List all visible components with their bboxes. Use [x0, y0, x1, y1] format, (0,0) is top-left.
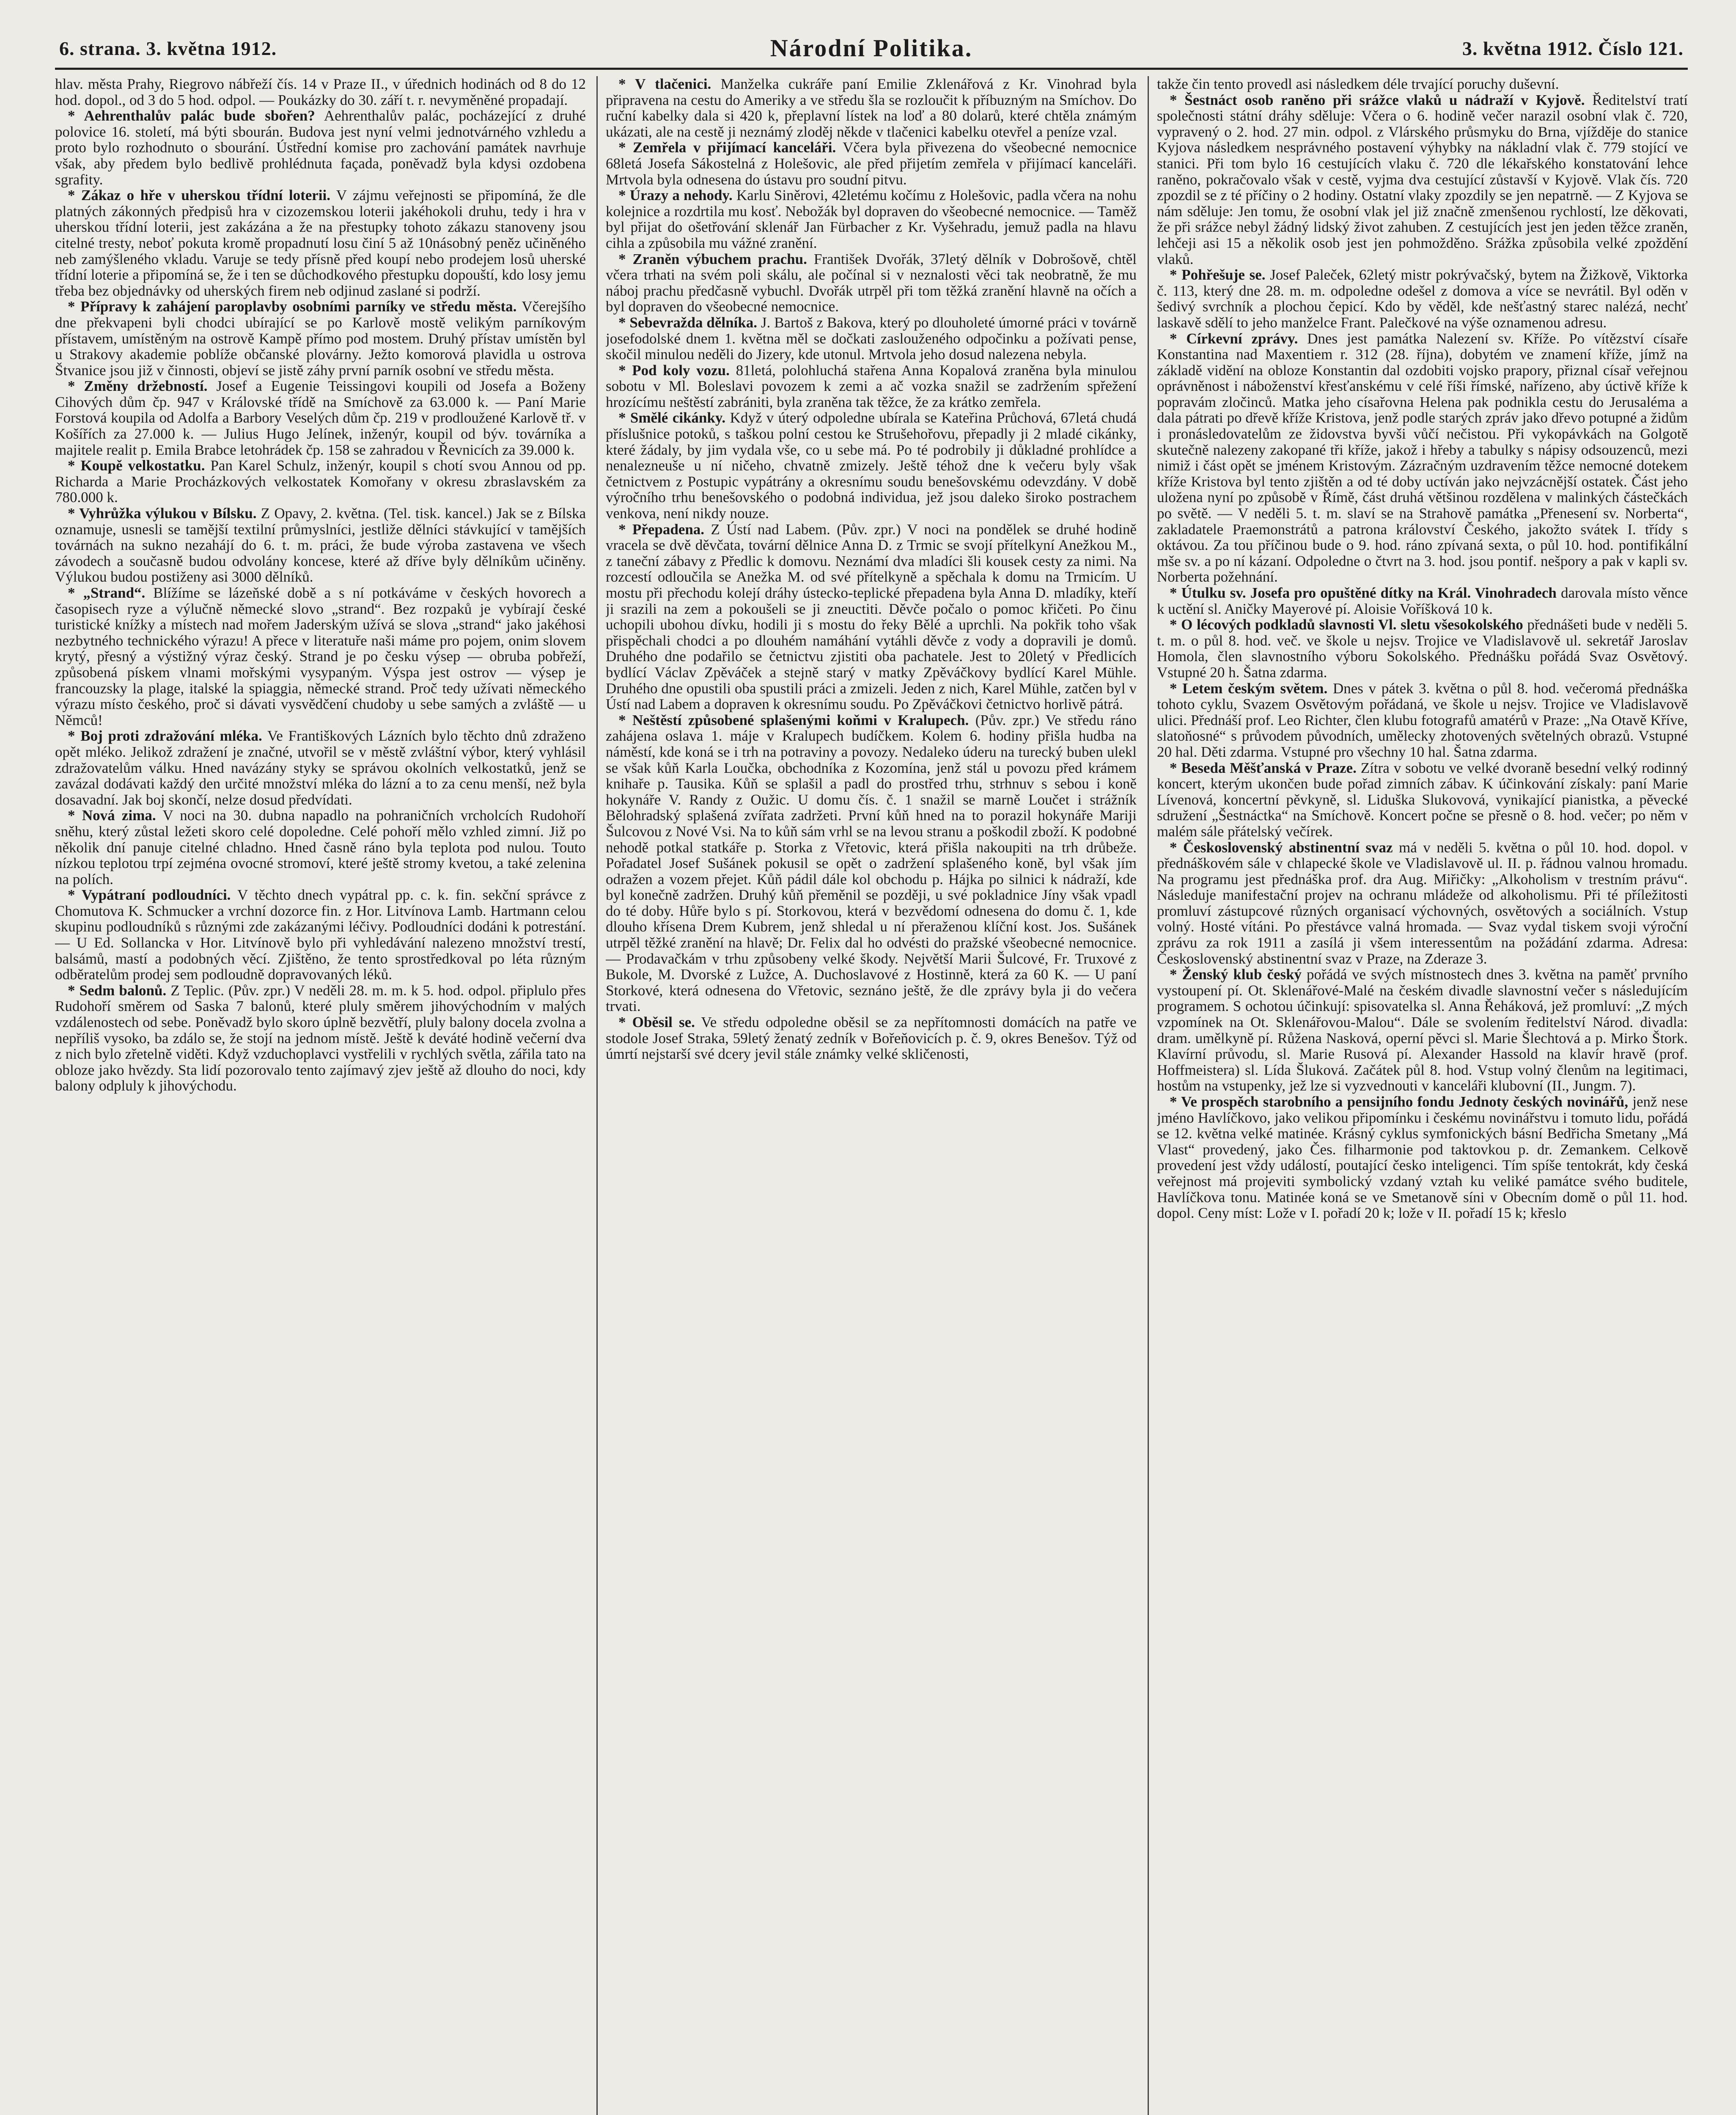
article — [55, 187, 586, 299]
article — [1157, 681, 1688, 760]
article-text: jenž nese jméno Havlíčkovo, jako velikou připomínku i českému novinářstvu i tomuto lidu, pořádá se 12. května velké matinée. Krásný cyklus symfonických básní Bedřicha Smetany „Má Vlast“ provedený, jako Čes. filharmonie pod taktovkou p. dr. Zemankem. Celkově provedení jest vždy událostí, poutající česko inteligenci. Tím spíše tentokrát, kdy česká veřejnost má projeviti symbolický vzdaný vztah ku veliké památce svého buditele, Havlíčkova tonu. Matinée koná se ve Smetanově síni v Obecním domě o půl 11. hod. dopol. Ceny míst: Lože v I. pořadí 20 k; lože v II. pořadí 15 k; křeslo — [1157, 1093, 1688, 1222]
article-headline: * Pohřešuje se. — [1170, 266, 1266, 283]
article-headline: * Zemřela v přijímací kanceláři. — [618, 139, 836, 156]
article — [606, 522, 1137, 712]
article-text: Pan Karel Schulz, inženýr, koupil s chotí svou Annou od pp. Richarda a Marie Procházkových velkostatek Komořany v okresu zbraslavském za 780.000 k. — [55, 457, 586, 506]
article-text: má v neděli 5. května o půl 10. hod. dopol. v přednáškovém sále v chlapecké škole ve Vladislavově ul. II. p. řádnou valnou hromadu. Na programu jest přednáška prof. dra Aug. Miřičky: „Alkoholism v trestním právu“. Následuje manifestační projev na ochranu mládeže od alkoholismu. Při té příležitosti promluví zástupcové různých organisací výchovných, osvětových a sociálních. Vstup volný. Hosté vítáni. Po přestávce valná hromada. — Svaz vydal tiskem svoji výroční zprávu za rok 1911 a zasílá ji všem interessentům na požádání zdarma. Adresa: Československý abstinentní svaz v Praze, na Zderaze 3. — [1157, 839, 1688, 967]
article-text: Včera byla přivezena do všeobecné nemocnice 68letá Josefa Sákostelná z Holešovic, ale před přijetím zemřela v přijímací kanceláři. Mrtvola byla odnesena do ústavu pro soudní pitvu. — [606, 139, 1137, 188]
article-text: J. Bartoš z Bakova, který po dlouholeté úmorné práci v továrně josefodolské dnem 1. května měl se dočkati zaslouženého odpočinku a požívati pense, skočil minulou neděli do Jizery, kde utonul. Mrtvola jeho dosud nalezena nebyla. — [606, 314, 1137, 363]
article-text: Zítra v sobotu ve velké dvoraně besední velký rodinný koncert, kterým ukončen bude pořad zimních zábav. K účinkování získaly: paní Marie Lívenová, koncertní pěvkyně, sl. Liduška Slukovová, vynikající pianistka, a pěvecké sdružení „Šestnáctka“ na Smíchově. Koncert počne se přesně o 8. hod. večer; po něm v malém sále přátelský večírek. — [1157, 759, 1688, 840]
article-text: Ve Františkových Lázních bylo těchto dnů zdraženo opět mléko. Jelikož zdražení je značné, utvořil se v městě zvláštní výbor, který vyhlásil zdražovatelům válku. Hned navázány styky se správou okolních velkostatků, jenž se zavázal dodávati každý den určité množství mléka do lázní a to za cenu menší, než byla dosavadní. Jak boj skončí, nelze dosud předvídati. — [55, 728, 586, 808]
article-text: Včerejšího dne překvapeni byli chodci ubírající se po Karlově mostě velikým parníkovým přístavem, umístěným na ostrově Kampě přímo pod mostem. Druhý přístav umístěn byl u Strakovy akademie poblíže občanské plovárny. Ježto komorová plavidla u ostrova Štvanice jsou již v činnosti, objeví se jistě záhy první parník osobní ve středu města. — [55, 298, 586, 379]
article — [606, 712, 1137, 1014]
article-text: Ředitelství tratí společnosti státní dráhy sděluje: Včera o 6. hodině večer narazil osobní vlak č. 720, vypravený o 2. hod. 27 min. odpol. z Vlárského průsmyku do Brna, vjížděje do stanice Kyjova následkem nesprávného postavení výhybky na nákladní vlak č. 779 stojící ve stanici. Při tom bylo 16 cestujících vlaku č. 720 dle lékařského konstatování lehce raněno, pokračovalo však v cestě, vyjma dva cestující zůstavší v Kyjově. Vlak čís. 720 zpozdil se z té příčiny o 2 hodiny. Ostatní vlaky zpozdily se jen nepatrně. — Z Kyjova se nám sděluje: Jen tomu, že osobní vlak jel již značně zmenšenou rychlostí, lze děkovati, že při srážce nebyl žádný lidský život zahuben. Z cestujících jest jen jeden těžce zraněn, lehčeji asi 15 a několik osob jest jen pohmožděno. Srážka způsobila velké zpoždění vlaků. — [1157, 91, 1688, 267]
article-headline: * Zákaz o hře v uherskou třídní loterii. — [68, 187, 330, 204]
article-headline: * Smělé cikánky. — [618, 409, 726, 426]
article-text: V zájmu veřejnosti se připomíná, že dle platných zákonných předpisů hra v cizozemskou loterii jakéhokoli druhu, tedy i hra v uherskou třídní loterii, jest zakázána a že na přestupky tohoto zákazu stanoveny jsou citelné tresty, neboť pokuta kromě propadnutí losu činí 5 až 10násobný peněz učiněného neb zamýšleného vkladu. Varuje se tedy přísně před koupí nebo prodejem losů uherské třídní loterie a připomíná se, že i ten se důchodkového přestupku dopouští, kdo losy jemu třeba bez objednávky od uherských firem neb odjinud zaslané si podrží. — [55, 187, 586, 299]
article-headline: * Vypátraní podloudníci. — [68, 887, 231, 904]
article-headline: * V tlačenici. — [618, 76, 711, 92]
article — [1157, 1094, 1688, 1221]
article-text: Ve středu odpoledne oběsil se za nepřítomnosti domácích na patře ve stodole Josef Straka, 59letý ženatý zedník v Bořeňovicích p. č. 9, okres Benešov. Týž od úmrtí nejstarší své dcery jevil stále známky velké skličenosti, — [606, 1014, 1137, 1063]
article — [55, 108, 586, 187]
article-text: Aehrenthalův palác, pocházející z druhé polovice 16. století, má býti sbourán. Budova jest nyní velmi jednotvárného vzhledu a proto bylo rozhodnuto o sbourání. Ústřední komise pro zachování památek navrhuje však, aby předem bylo bedlivě prohlédnuta façada, poněvadž byla kdysi ozdobena sgrafity. — [55, 107, 586, 188]
article-headline: * Vyhrůžka výlukou v Bílsku. — [68, 505, 257, 522]
article-text: Manželka cukráře paní Emilie Zklenářová z Kr. Vinohrad byla připravena na cestu do Ameriky a ve středu šla se rozloučit k příbuzným na Smíchov. Do ruční kabelky dala si 420 k, přeplavní lístek na loď a 80 dolarů, které chtěla známým ukázati, ale na cestě ji neznámý zloděj někde v tlačenici kabelku otevřel a peníze vzal. — [606, 76, 1137, 140]
page-header — [55, 30, 1688, 70]
article — [55, 299, 586, 378]
article — [55, 728, 586, 808]
article — [1157, 267, 1688, 330]
article-text: Z Ústí nad Labem. (Pův. zpr.) V noci na pondělek se druhé hodině vracela se dvě děvčata, tovární dělnice Anna D. z Trmic se svojí přítelkyní Anežkou M., z taneční zábavy z Předlic k domovu. Neznámí dva mladíci šli kousek cesty za nimi. Na rozcestí odloučila se Anežka M. od své přítelkyně a spěchala k domu na Trmicím. U mostu při přechodu kolejí dráhy ústecko-teplické přepadena byla Anna D. mladíky, kteří ji srazili na zem a pokoušeli se ji zneuctiti. Děvče počalo o pomoc křičeti. Po činu uchopili ubohou dívku, hodili ji s mostu do řeky Bělé a uprchli. Na pokřik toho však přispěchali chodci a po dlouhém namáhání vytáhli děvče z vody a dopravili je domů. Druhého dne podařilo se četnictvu zjistiti oba pachatele. Jest to 20letý v Předlicích bydlící Václav Zpěváček a stejně starý v matky Zpěváčkovy bydlící Karel Mühle. Druhého dne opustili oba spustili práci a zmizeli. Jeden z nich, Karel Mühle, zatčen byl v Ústí nad Labem a dopraven k okresnímu soudu. Po Zpěváčkovi četnictvo horlivě pátrá. — [606, 521, 1137, 713]
article-text: Dnes v pátek 3. května o půl 8. hod. večeromá přednáška tohoto cyklu, Svazem Osvětovým pořádaná, ve škole u nejsv. Trojice ve Vladislavově ulici. Přednáší prof. Leo Richter, člen klubu fotografů amatérů v Praze: „Na Otavě Kříve, slatoňosné“ s průvodem původních, umělecky zhotovených světelných obrazů. Vstupné 20 hal. Děti zdarma. Vstupné pro všechny 10 hal. Šatna zdarma. — [1157, 680, 1688, 760]
article-headline: * Sedm balonů. — [68, 982, 167, 999]
article-headline: * Změny držebností. — [68, 378, 208, 395]
article — [606, 410, 1137, 521]
article-text: (Pův. zpr.) Ve středu ráno zahájena oslava 1. máje v Kralupech budíčkem. Kolem 6. hodiny přišla hudba na náměstí, kde koná se i trh na potraviny a povozy. Nedaleko úderu na turecký buben ulekl se však kůň Karla Loučka, obchodníka z Kozomína, jenž stál u povozu před krámem knihaře p. Tausika. Kůň se splašil a padl do prostřed trhu, strhnuv s sebou i koně hokynáře V. Randy z Oužic. U domu čís. č. 1 snažil se marně Loučet i strážník Bělohradský splašená zvířata zadržeti. První kůň hned na to porazil hokynáře Mariji Šulcovou z Nové Vsi. Na to kůň sám vrhl se na levou stranu a poškodil zboží. K podobné nehodě potkal statkáře p. Storka z Vřetovic, která přišla nakoupiti na trh drůbeže. Pořadatel Josef Sušánek pokusil se opět o zadržení splašeného koně, byl však jím odražen a vozem přejet. Kůň pádil dále kol obchodu p. Hájka po silnici k nádraží, kde byl konečně zadržen. Druhý kůň přeměnil se později, u své pokladnice Jíny však vpadl do té doby. Hůře bylo s pí. Storkovou, která v bezvědomí odnesena do domu č. 1, kde dlouho křísena Drem Kubrem, jenž shledal u ní přeraženou klíční kost. Jos. Sušánek utrpěl těžké zranění na hlavě; Dr. Felix dal ho odvésti do pražské všeobecné nemocnice. — Prodavačkám v trhu způsobeny velké škody. Největší Marii Šulcové, Fr. Truxové z Bukole, M. Dvorské z Lužce, A. Duchoslavové z Hostinně, která za 60 K. — U paní Storkové, která odnesena do Vřetovic, seznáno ještě, že dle zprávy byla ji do večera trvati. — [606, 711, 1137, 1015]
article — [606, 363, 1137, 410]
article — [55, 76, 586, 108]
article — [55, 983, 586, 1094]
article — [606, 140, 1137, 187]
header-date-issue: 3. května 1912. Číslo 121. — [1462, 38, 1684, 59]
article — [1157, 331, 1688, 585]
article-headline: * O lécových podkladů slavnosti Vl. sletu všesokolského — [1170, 616, 1523, 633]
column-3 — [1157, 76, 1688, 2115]
article-text: V těchto dnech vypátral pp. c. k. fin. sekční správce z Chomutova K. Schmucker a vrchní dozorce fin. z Hor. Litvínova Lamb. Hartmann celou skupinu podloudníků s různými zde zakázanými léčivy. Podloudníci dodáni k potrestání. — U Ed. Sollancka v Hor. Litvínově bylo při vyhledávání nalezeno množství trestí, balsámů, mastí a podobných věcí. Zjištěno, že tento sprostředkoval po léta různým odběratelům prodej sem podloudně dopravovaných léků. — [55, 887, 586, 983]
article — [1157, 585, 1688, 617]
article-text: takže čin tento provedl asi následkem déle trvající poruchy duševní. — [1157, 76, 1559, 92]
article-text: František Dvořák, 37letý dělník v Dobrošově, chtěl včera trhati na svém poli skálu, ale počínal si v neznalosti věci tak neobratně, že mu náboj prachu předčasně vybuchl. Dvořák utrpěl při tom těžká zranění hlavně na očích a byl dopraven do všeobecné nemocnice. — [606, 250, 1137, 315]
article-text: přednášeti bude v neděli 5. t. m. o půl 8. hod. več. ve škole u nejsv. Trojice ve Vladislavově ul. sekretář Jaroslav Homola, člen slavnostního výboru Sokolského. Přednášku pořádá Svaz Osvětový. Vstupné 20 h. Šatna zdarma. — [1157, 616, 1688, 681]
article — [1157, 967, 1688, 1094]
article — [1157, 76, 1688, 92]
article-headline: * Přepadena. — [618, 521, 705, 538]
columns — [55, 76, 1688, 2115]
article-headline: * Oběsil se. — [618, 1014, 695, 1031]
article-headline: * Ženský klub český — [1170, 966, 1302, 983]
article-headline: * Aehrenthalův palác bude sbořen? — [68, 107, 315, 124]
article — [606, 76, 1137, 140]
article — [55, 458, 586, 505]
article-headline: * Československý abstinentní svaz — [1170, 839, 1393, 856]
article-headline: * Přípravy k zahájení paroplavby osobními parníky ve středu města. — [68, 298, 517, 315]
article-headline: * Koupě velkostatku. — [68, 457, 205, 474]
article-text: Dnes jest památka Nalezení sv. Kříže. Po vítězství císaře Konstantina nad Maxentiem r. 312 (28. října), dobytém ve znamení kříže, jímž na základě vidění na obloze Konstantin dal ozdobiti vojsko prapory, přiznal císař veřejnou oprávněnost i náboženství křesťanskému v celé říši římské, nařízeno, aby úctivě kříže k popravám zločinců. Matka jeho císařovna Helena pak podnikla cestu do Jerusaléma a dala pátrati po dřevě kříže Kristova, jenž podle starých zpráv jako dřevo potupné a židům i pronásledovatelům ze židovstva byvši vůčí nečistou. Při vykopávkách na Golgotě skutečně nalezeny zakopané tři kříže, jakož i hřeby a tabulky s nápisy odsouzenců, mezi nimiž i část opět se jménem Kristovým. Zázračným uzdravením těžce nemocné dotekem kříže Kristova byl tento zjištěn a od té doby uctíván jako nejvzácnější ostatek. Část jeho uložena nyní po způsobě v Římě, část druhá většinou rozdělena v malinkých částečkách po světě. — V neděli 5. t. m. slaví se na Strahově památka „Přenesení sv. Norberta“, zakladatele Praemonstrátů a patrona království Českého, jakožto svátek I. třídy s oktávou. Za tou příčinou bude o 9. hod. ráno zpívaná sexta, o půl 10. hod. pontifikální mše sv. a po ní kázaní. Odpoledne o čtvrt na 3. hod. jsou pontif. nešpory a pak v kapli sv. Norberta požehnání. — [1157, 330, 1688, 585]
article — [1157, 840, 1688, 967]
article — [55, 378, 586, 458]
article-headline: * Sebevražda dělníka. — [618, 314, 757, 331]
article-headline: * Úrazy a nehody. — [618, 187, 733, 204]
article — [55, 585, 586, 728]
article-text: 81letá, polohluchá stařena Anna Kopalová zraněna byla minulou sobotu v Ml. Boleslavi povozem k zemi a ač vozka snažil se zadržením spřežení hrozícímu neštěstí zabrániti, byla zraněna tak těžce, že za krátko zemřela. — [606, 362, 1137, 410]
article-text: hlav. města Prahy, Riegrovo nábřeží čís. 14 v Praze II., v úřednich hodinách od 8 do 12 hod. dopol., od 3 do 5 hod. odpol. — Poukázky do 30. září t. r. nevyměněné propadají. — [55, 76, 586, 108]
article-headline: * Církevní zprávy. — [1170, 330, 1298, 347]
article — [1157, 92, 1688, 267]
article-headline: * Nová zima. — [68, 807, 156, 824]
article — [1157, 617, 1688, 680]
newspaper-title: Národní Politika. — [770, 34, 973, 62]
article-headline: * Šestnáct osob raněno při srážce vlaků u nádraží v Kyjově. — [1170, 91, 1585, 108]
article-text: Josef a Eugenie Teissingovi koupili od Josefa a Boženy Cihových dům čp. 947 v Královské třídě na Smíchově za 63.000 k. — Paní Marie Forstová koupila od Adolfa a Barbory Veselých dům čp. 219 v prodloužené Karlově tř. v Košířích za 27.000 k. — Julius Hugo Jelínek, inženýr, koupil od býv. továrníka a majitele realit p. Emila Brabce letohrádek čp. 158 se zahradou v Řevnicích za 39.000 k. — [55, 378, 586, 458]
header-page-date: 6. strana. 3. května 1912. — [59, 38, 277, 59]
article-text: V noci na 30. dubna napadlo na pohraničních vrcholcích Rudohoří sněhu, který zůstal ležeti skoro celé dopoledne. Celé pohoří mělo vzhled zimní. Již po několik dní panuje citelné chladno. Hned časně ráno byla teplota pod nulou. Touto nízkou teplotou trpí zejména ovocné stromoví, které ještě stromy kvetou, a také zelenina na polích. — [55, 807, 586, 887]
article-text: pořádá ve svých místnostech dnes 3. května na paměť prvního vystoupení pí. Ot. Sklenářové-Malé na českém divadle slavnostní večer s následujícím programem. S ochotou účinkují: spisovatelka sl. Anna Řeháková, jež promluví: „Z mých vzpomínek na Ot. Sklenářovou-Malou“. Dále se svolením ředitelství Národ. divadla: dram. umělkyně pí. Růžena Nasková, operní pěvci sl. Marie Šlechtová a p. Mirko Štork. Klavírní průvodu, sl. Marie Rusová pí. Alexander Hassold na klavír hravě (prof. Hoffmeistera) sl. Lída Šluková. Začátek půl 8. hod. Vstup volný členům na legitimaci, hostům na vstupenky, jež lze si vyzvednouti v kanceláři klubovní (II., Jungm. 7). — [1157, 966, 1688, 1094]
article-text: Z Opavy, 2. května. (Tel. tisk. kancel.) Jak se z Bílska oznamuje, usnesli se tamější textilní průmyslníci, jestliže dělníci stávkující v tamějších továrnách na sukno nezahájí do 6. t. m. práci, že bude výroba zastavena ve všech závodech a současně budou odvolány koncese, které až dříve byly dělníkům učiněny. Výlukou budou postiženy asi 3000 dělníků. — [55, 505, 586, 585]
article-text: Z Teplic. (Pův. zpr.) V neděli 28. m. m. k 5. hod. odpol. připlulo přes Rudohoří směrem od Saska 7 balonů, které pluly směrem jihovýchodním v malých vzdálenostech od sebe. Poněvadž bylo skoro úplně bezvětří, pluly balony docela zvolna a nepříliš vysoko, ba zdálo se, že stojí na jednom místě. Ještě k deváté hodině večerní dva z nich bylo zřetelně viděti. Když vzduchoplavci vystřelili v rychlých světla, zářila tato na obloze jako hvězdy. Sta lidí pozorovalo tento zajímavý zjev ještě až dlouho do noci, kdy balony odpluly k jihovýchodu. — [55, 982, 586, 1094]
article-headline: * Neštěstí způsobené splašenými koňmi v Kralupech. — [618, 711, 969, 728]
article — [55, 808, 586, 887]
article-headline: * Beseda Měšťanská v Praze. — [1170, 759, 1357, 776]
article — [606, 251, 1137, 315]
article-headline: * Boj proti zdražování mléka. — [68, 728, 262, 744]
article-headline: * Zraněn výbuchem prachu. — [618, 250, 807, 267]
article-text: darovala místo věnce k uctění sl. Aničky Mayerové pí. Aloisie Voříšková 10 k. — [1157, 585, 1688, 617]
article — [55, 505, 586, 585]
article-text: Když v úterý odpoledne ubírala se Kateřina Průchová, 67letá chudá příslušnice potoků, s taškou polní cestou ke Strušehořovu, přepadly ji 2 mladé cikánky, které žádaly, by jim vydala vše, co u sebe má. Po té podrobily ji důkladné prohlídce a nenalezneuše u ní ničeho, chvatně zmizely. Ještě téhož dne k večeru byly však četnictvem z Postupic vypátrány a okresnímu soudu benešovskému odevzdány. V době výročního trhu benešovského o podobná individua, jež jsou daleko široko postrachem venkova, není nikdy nouze. — [606, 409, 1137, 522]
article-headline: * „Strand“. — [68, 585, 146, 601]
article-headline: * Útulku sv. Josefa pro opuštěné dítky na Král. Vinohradech — [1170, 585, 1557, 601]
article — [55, 887, 586, 983]
article-headline: * Pod koly vozu. — [618, 362, 730, 379]
article — [606, 187, 1137, 251]
article-text: Blížíme se lázeňské době a s ní potkáváme v českých hovorech a časopisech ryze a výlučně německé slovo „strand“. Bez rozpaků je vybírají české turistické knížky a místech nad mořem Jaderským užívá se slova „strand“ jako jakéhosi nezbytného technického výrazu! A přece v literatuře naši máme pro pojem, onim slovem krytý, přesný a výstižný výraz český. Strand je po česku výsep — obruba pobřeží, způsobená pískem vlnami mořskými vysypaným. Výspa jest ostrov — výsep je francouzsky la plage, italské la spiaggia, německé strand. Proč tedy užívati německého výrazu místo českého, proč si dávati vysvědčení chudoby u sebe samých a zvláště — u Němců! — [55, 585, 586, 728]
article-text: Karlu Siněrovi, 42letému kočímu z Holešovic, padla včera na nohu kolejnice a rozdrtila mu kosť. Nebožák byl dopraven do všeobecné nemocnice. — Taměž byl přijat do ošetřování sklenář Jan Fürbacher z Kr. Vyšehradu, jemuž padla na hlavu cihla a způsobila mu vážné zranění. — [606, 187, 1137, 251]
article-headline: * Ve prospěch starobního a pensijního fondu Jednoty českých novinářů, — [1170, 1093, 1628, 1110]
article-text: Josef Paleček, 62letý mistr pokrývačský, bytem na Žižkově, Viktorka č. 113, který dne 28. m. m. odpoledne odešel z domova a více se nevrátil. Byl oděn v šedivý svrchník a plochou čepicí. Kdo by věděl, kde nešťastný starec nalézá, nechť laskavě sdělí to jeho manželce Frant. Palečkové na výše oznamenou adresu. — [1157, 266, 1688, 331]
article — [606, 315, 1137, 363]
column-1 — [55, 76, 586, 2115]
article-headline: * Letem českým světem. — [1170, 680, 1328, 697]
article — [606, 1014, 1137, 1062]
article — [1157, 760, 1688, 840]
column-2 — [606, 76, 1137, 2115]
